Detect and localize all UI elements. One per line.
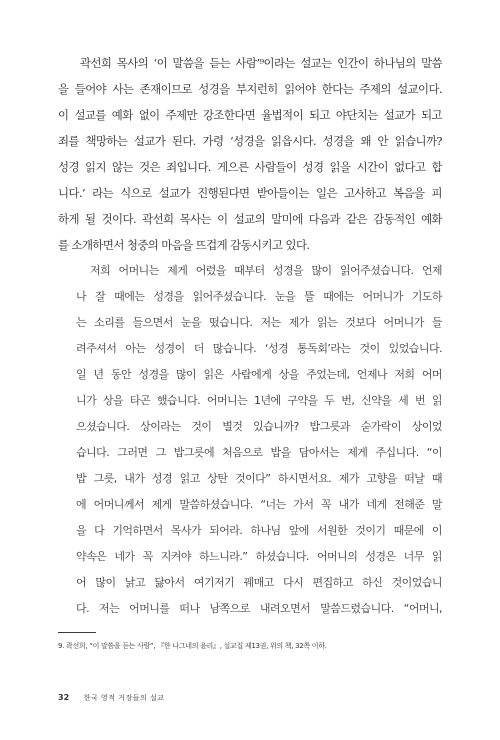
block-quote	[76, 258, 442, 622]
body-line: 이 설교를 예화 없이 주제만 강조한다면 율법적이 되고 야단치는 설교가 되고	[58, 108, 442, 122]
page-footer	[58, 693, 164, 703]
quote-line: 약속은 네가 꼭 지켜야 하느니라.” 하셨습니다. 어머니의 성경은 너무 읽	[76, 550, 442, 563]
running-title: 한국 영적 거장들의 설교	[83, 694, 165, 702]
footnote: 9. 곽선희, “이 말씀을 듣는 사람”, 『한 나그네의 윤리』, 설교집 제13권, 위의 책, 32쪽 이하.	[58, 642, 327, 650]
quote-line: 밥 그릇, 내가 성경 읽고 상탄 것이다” 하시면서요. 제가 고향을 떠날 때	[76, 472, 442, 485]
quote-line: 나 잘 때에는 성경을 읽어주셨습니다. 눈을 뜰 때에는 어머니가 기도하	[76, 290, 442, 303]
quote-line: 다. 저는 어머니를 떠나 남쪽으로 내려오면서 말씀드렸습니다. “어머니,	[76, 602, 442, 615]
body-paragraph	[58, 50, 442, 258]
quote-line: 는 소리를 들으면서 눈을 떴습니다. 저는 제가 읽는 것보다 어머니가 들	[76, 316, 442, 329]
quote-line: 을 다 기억하면서 목사가 되어라. 하나님 앞에 서원한 것이기 때문에 이	[76, 524, 442, 537]
quote-line: 일 년 동안 성경을 많이 읽은 사람에게 상을 주었는데, 언제나 저희 어머	[76, 368, 442, 381]
quote-line: 어 많이 낡고 닳아서 여기저기 꿰매고 다시 편집하고 하신 것이었습니	[76, 576, 442, 589]
body-line: 죄를 책망하는 설교가 된다. 가령 ‘성경을 읽읍시다. 성경을 왜 안 읽습니까?	[58, 134, 442, 148]
body-line: 을 들어야 사는 존재이므로 성경을 부지런히 읽어야 한다는 주제의 설교이다.	[58, 82, 442, 96]
footnote-divider	[58, 632, 96, 633]
quote-line: 에 어머니께서 제게 말씀하셨습니다. “너는 가서 꼭 내가 네게 전해준 말	[76, 498, 442, 511]
quote-line: 니가 상을 타곤 했습니다. 어머니는 1년에 구약을 두 번, 신약을 세 번 읽	[76, 394, 442, 407]
body-line: 곽선희 목사의 ‘이 말씀을 듣는 사람’⁹이라는 설교는 인간이 하나님의 말씀	[80, 56, 442, 70]
quote-line: 저희 어머니는 제게 어렸을 때부터 성경을 많이 읽어주셨습니다. 언제	[90, 264, 442, 277]
body-line: 니다.’ 라는 식으로 설교가 진행된다면 받아들이는 일은 고사하고 복음을 피	[58, 186, 442, 200]
quote-line: 으셨습니다. 상이라는 것이 별것 있습니까? 밥그릇과 숟가락이 상이었	[76, 420, 442, 433]
body-line: 하게 될 것이다. 곽선희 목사는 이 설교의 말미에 다음과 같은 감동적인 예화	[58, 212, 442, 226]
quote-line: 려주셔서 아는 성경이 더 많습니다. ‘성경 통독회’라는 것이 있었습니다.	[76, 342, 442, 355]
page-number: 32	[58, 693, 70, 702]
body-line: 를 소개하면서 청중의 마음을 뜨겁게 감동시키고 있다.	[58, 238, 310, 252]
quote-line: 습니다. 그러면 그 밥그릇에 처음으로 밥을 담아서는 제게 주십니다. “이	[76, 446, 442, 459]
body-line: 성경 읽지 않는 것은 죄입니다. 게으른 사람들이 성경 읽을 시간이 없다고 합	[58, 160, 442, 174]
